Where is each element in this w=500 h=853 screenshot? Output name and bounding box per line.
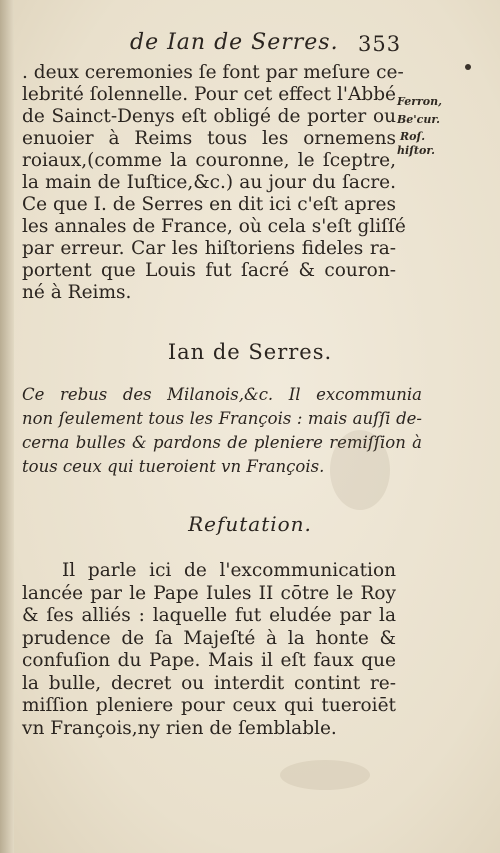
text-line: miſſion pleniere pour ceux qui tueroiēt	[22, 695, 396, 716]
page-number: 353	[358, 32, 402, 56]
text-line: Il parle ici de l'excommunication	[62, 560, 396, 581]
marginal-note: Roſ.	[400, 130, 426, 143]
text-line: prudence de ſa Majeſté à la honte &	[22, 627, 396, 649]
text-line: . deux ceremonies ſe font par meſure ce-	[22, 62, 404, 83]
marginal-note: hiſtor.	[397, 144, 435, 157]
running-title: de Ian de Serres.	[130, 30, 339, 55]
text-line: enuoier à Reims tous les ornemens	[22, 128, 396, 149]
text-line: Ce que I. de Serres en dit ici c'eſt apres	[22, 194, 396, 215]
text-line: portent que Louis fut ſacré & couron-	[22, 260, 396, 281]
running-header	[130, 30, 410, 55]
ink-speck	[465, 64, 471, 70]
text-line: de Sainct-Denys eſt obligé de porter ou	[22, 106, 396, 127]
text-line: la bulle, decret ou interdit contint re-	[22, 672, 396, 694]
text-line: vn François,ny rien de ſemblable.	[22, 717, 337, 739]
marginal-note: Ferron,	[397, 95, 442, 108]
text-line: lancée par le Pape Iules II cōtre le Roy	[22, 582, 396, 604]
text-line: les annales de France, où cela s'eſt gliſſé	[22, 216, 406, 237]
text-line: la main de Iuſtice,&c.) au jour du ſacre.	[22, 172, 396, 193]
text-line: né à Reims.	[22, 282, 132, 303]
quote-line: Ce rebus des Milanois,&c. Il excommunia	[22, 385, 422, 404]
paragraph-1	[22, 62, 406, 304]
text-line: roiaux,(comme la couronne, le ſceptre,	[22, 150, 396, 171]
marginal-note: Be'cur.	[397, 113, 440, 126]
section-title: Ian de Serres.	[167, 340, 333, 364]
text-line: & ſes alliés : laquelle fut eludée par la	[22, 605, 396, 626]
quote-line: tous ceux qui tueroient vn François.	[22, 457, 325, 476]
paragraph-2	[22, 560, 396, 740]
paper-stain	[280, 760, 370, 790]
quote-line: cerna bulles & pardons de pleniere remiſſion à	[22, 433, 422, 452]
text-line: confuſion du Pape. Mais il eſt faux que	[22, 650, 396, 671]
quote-line: non ſeulement tous les François : mais auſſi de-	[22, 409, 422, 428]
refutation-title: Refutation.	[188, 512, 312, 536]
text-line: par erreur. Car les hiſtoriens fideles ra-	[22, 238, 396, 259]
text-line: lebrité ſolennelle. Pour cet effect l'Abbé	[22, 84, 396, 105]
page-gutter	[0, 0, 14, 853]
paper-stain	[330, 430, 390, 510]
